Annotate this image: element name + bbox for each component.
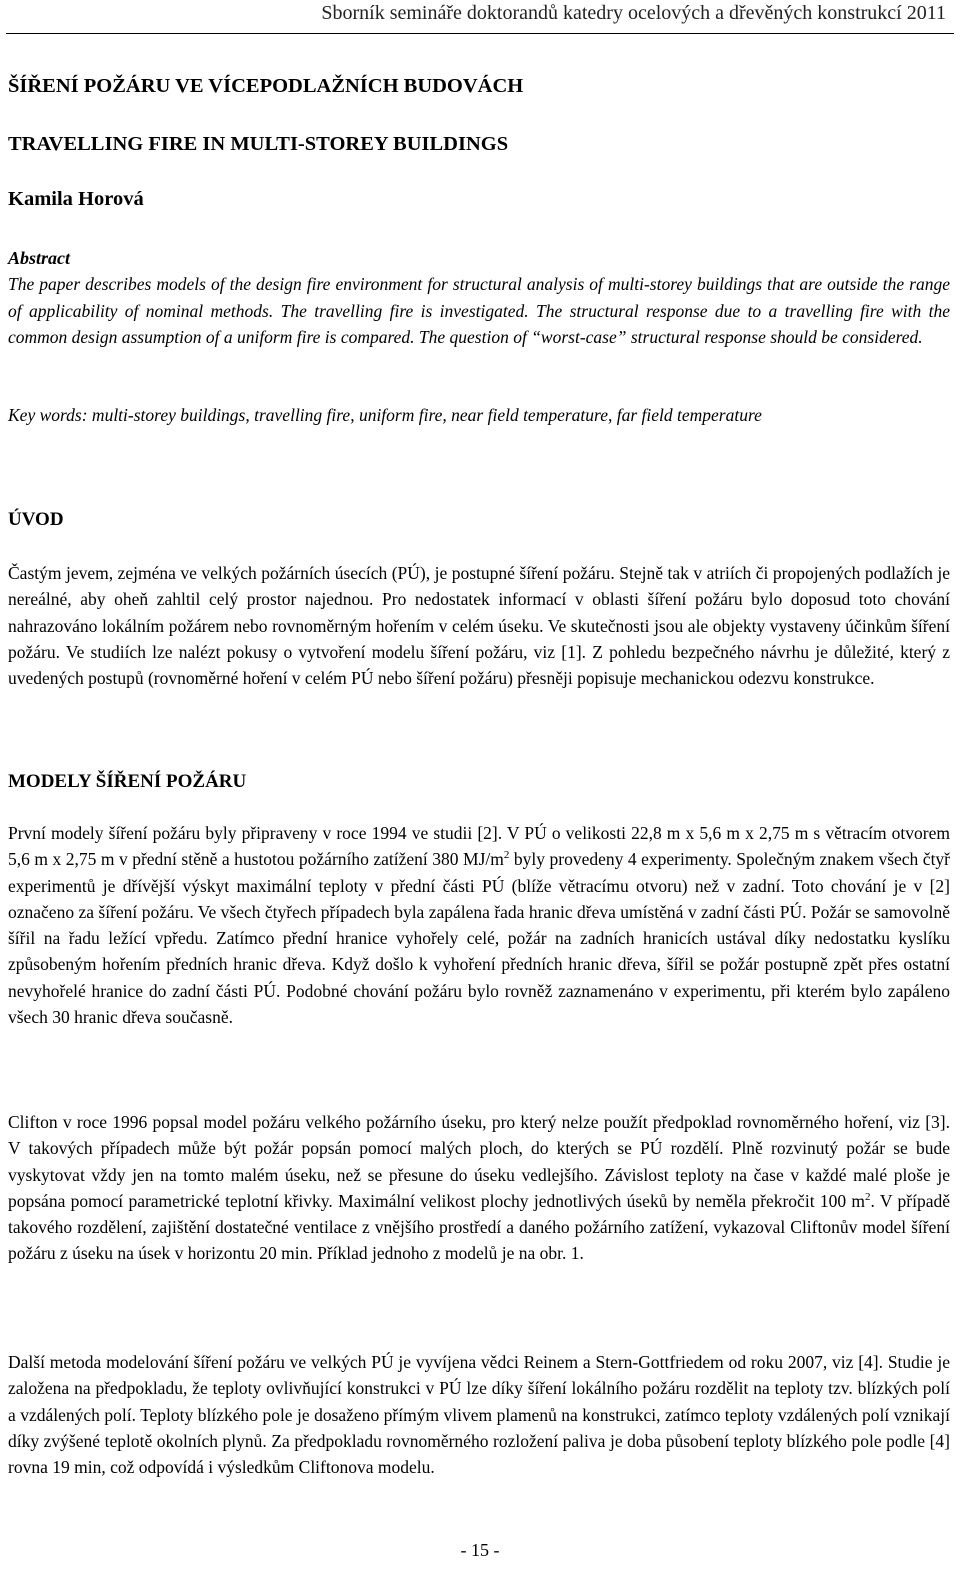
superscript-2: 2 [865, 1191, 871, 1204]
models-paragraph-3: Další metoda modelování šíření požáru ve velkých PÚ je vyvíjena vědci Reinem a Stern-Gottfriedem od roku 2007, viz [4]. Studie je založena na předpokladu, že teploty ovlivňující konstrukci v PÚ lze díky šíření lokálního požáru rozdělit na teploty tzv. blízkých polí a vzdálených polí. Teploty blízkého pole je dosaženo přímým vlivem plamenů na konstrukci, zatímco teploty vzdálených polí vznikají díky zvýšené teplotě okolních plynů. Za předpokladu rovnoměrného rozložení paliva je doba působení teploty blízkého pole podle [4] rovna 19 min, což odpovídá i výsledkům Cliftonova modelu. [8, 1352, 950, 1478]
author-name: Kamila Horová [8, 188, 144, 210]
title-czech: ŠÍŘENÍ POŽÁRU VE VÍCEPODLAŽNÍCH BUDOVÁCH [8, 75, 524, 97]
models-p1-text-a: První modely šíření požáru byly připraveny v roce 1994 ve studii [2]. V PÚ o velikosti 22,8 m x 5,6 m x 2,75 m s větracím otvorem 5,6 m x 2,75 m v přední stěně a hustotou požárního zatížení 380 MJ/m [8, 823, 950, 870]
keywords: Key words: multi-storey buildings, travelling fire, uniform fire, near field temperature, far field temperature [8, 405, 762, 425]
abstract-text: The paper describes models of the design fire environment for structural analysis of multi-storey buildings that are outside the range of applicability of nominal methods. The travelling fire is investigated. The structural response due to a travelling fire with the common design assumption of a uniform fire is compared. The question of “worst-case” structural response should be considered. [8, 274, 950, 348]
section-heading-intro: ÚVOD [8, 509, 64, 530]
section-heading-models: MODELY ŠÍŘENÍ POŽÁRU [8, 771, 247, 792]
title-english: TRAVELLING FIRE IN MULTI-STOREY BUILDINGS [8, 133, 509, 155]
header-rule [6, 33, 954, 34]
models-paragraph-2 [8, 1109, 950, 1267]
models-p1-text-b: byly provedeny 4 experimenty. Společným znakem všech čtyř experimentů je dřívější výskyt maximální teploty v přední části PÚ (blíže větracímu otvoru) než v zadní. Toto chování je v [2] označeno za šíření požáru. Ve všech čtyřech případech byla zapálena řada hranic dřeva umístěná v zadní části PÚ. Požár se samovolně šířil na řadu ležící vpředu. Zatímco přední hranice vyhořely celé, požár na zadních hranicích ustával díky nedostatku kyslíku způsobeným hořením předních hranic dřeva. Když došlo k vyhoření předních hranic dřeva, šířil se požár postupně zpět přes ostatní nevyhořelé hranice do zadní části PÚ. Podobné chování požáru bylo rovněž zaznamenáno v experimentu, při kterém bylo zapáleno všech 30 hranic dřeva současně. [8, 849, 951, 1028]
intro-paragraph: Častým jevem, zejména ve velkých požárních úsecích (PÚ), je postupné šíření požáru. Stejně tak v atriích či propojených podlažích je nereálné, aby oheň zahltil celý prostor najednou. Pro nedostatek informací v oblasti šíření požáru bylo doposud toto chování nahrazováno lokálním požárem nebo rovnoměrným hořením v celém úseku. Ve skutečnosti jsou ale objekty vystaveny účinkům šíření požáru. Ve studiích lze nalézt pokusy o vytvoření modelu šíření požáru, viz [1]. Z pohledu bezpečného návrhu je důležité, který z uvedených postupů (rovnoměrné hoření v celém PÚ nebo šíření požáru) přesněji popisuje mechanickou odezvu konstrukce. [8, 563, 950, 689]
running-header: Sborník semináře doktorandů katedry ocelových a dřevěných konstrukcí 2011 [321, 2, 946, 24]
page-number: - 15 - [460, 1540, 500, 1560]
superscript-2: 2 [503, 849, 510, 862]
abstract-heading: Abstract [8, 248, 71, 268]
models-p2-text-a: Clifton v roce 1996 popsal model požáru velkého požárního úseku, pro který nelze použít předpoklad rovnoměrného hoření, viz [3]. V takových případech může být požár popsán pomocí malých ploch, do kterých se PÚ rozdělí. Plně rozvinutý požár se bude vyskytovat vždy jen na tomto malém úseku, než se přesune do úseku vedlejšího. Závislost teploty na čase v každé malé ploše je popsána pomocí parametrické teplotní křivky. Maximální velikost plochy jednotlivých úseků by neměla překročit 100 m [8, 1112, 950, 1211]
models-paragraph-1 [8, 820, 950, 1030]
models-p2-text-b: . V případě takového rozdělení, zajištění dostatečné ventilace z vnějšího prostředí a daného požárního zatížení, vykazoval Cliftonův model šíření požáru z úseku na úsek v horizontu 20 min. Příklad jednoho z modelů je na obr. 1. [8, 1190, 950, 1264]
